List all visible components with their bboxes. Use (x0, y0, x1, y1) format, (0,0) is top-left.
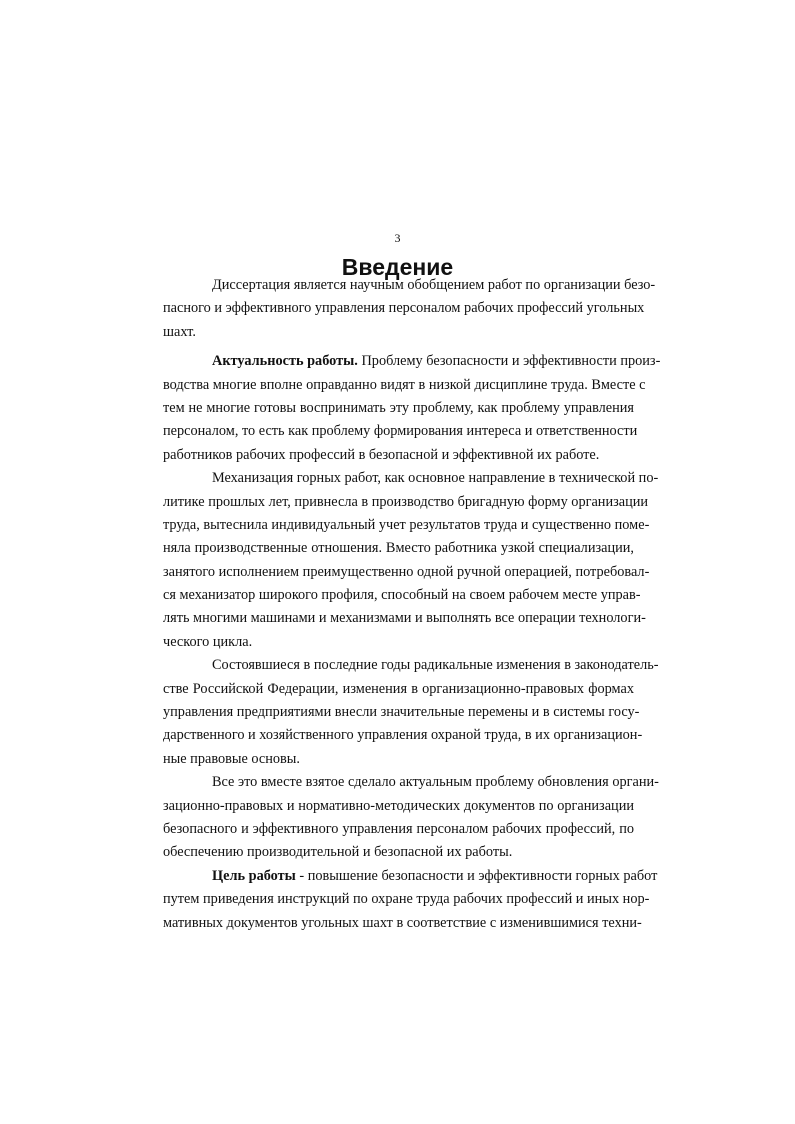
text-line: Диссертация является научным обобщением работ по организации безо- (212, 277, 656, 293)
text-line: тем не многие готовы воспринимать эту проблему, как проблему управления (163, 399, 634, 416)
text-line: Все это вместе взятое сделало актуальным проблему обновления органи- (212, 774, 659, 791)
text-line: путем приведения инструкций по охране труда рабочих профессий и иных нор- (163, 891, 650, 908)
text-line: мативных документов угольных шахт в соответствие с изменившимися техни- (163, 914, 642, 931)
text-line: занятого исполнением преимущественно одной ручной операцией, потребовал- (163, 563, 650, 580)
text-line: ся механизатор широкого профиля, способный на своем рабочем месте управ- (163, 587, 641, 604)
text-line: безопасного и эффективного управления персоналом рабочих профессий, по (163, 820, 634, 837)
paragraph-lead: Цель работы (212, 867, 296, 884)
paragraph-legislation (163, 654, 659, 771)
paragraph-intro (163, 274, 656, 344)
text-line: водства многие вполне оправданно видят в низкой дисциплине труда. Вместе с (163, 376, 646, 393)
text-line: шахт. (163, 323, 196, 340)
page-number: 3 (394, 231, 401, 245)
paragraph-goal (163, 865, 658, 935)
text-line: ческого цикла. (163, 633, 253, 650)
document-body (163, 274, 661, 935)
text-line: Механизация горных работ, как основное направление в технической по- (212, 470, 659, 487)
text-fragment: - повышение безопасности и эффективности горных работ (295, 867, 658, 884)
paragraph-relevance (163, 350, 661, 467)
text-fragment: Проблему безопасности и эффективности произ- (357, 353, 661, 370)
text-line: труда, вытеснила индивидуальный учет результатов труда и существенно поме- (163, 516, 650, 533)
page-title: Введение (341, 254, 454, 280)
text-line: лять многими машинами и механизмами и выполнять все операции технологи- (163, 610, 646, 627)
text-line: управления предприятиями внесли значительные перемены и в системы госу- (163, 704, 640, 721)
text-line: Состоявшиеся в последние годы радикальные изменения в законодатель- (212, 657, 659, 674)
text-line: персоналом, то есть как проблему формирования интереса и ответственности (163, 423, 638, 440)
text-line: ные правовые основы. (163, 750, 300, 767)
paragraph-summary (163, 771, 659, 865)
text-line (163, 350, 661, 373)
text-line: обеспечению производительной и безопасной их работы. (163, 844, 513, 861)
text-line: дарственного и хозяйственного управления охраной труда, в их организацион- (163, 727, 643, 744)
text-line: работников рабочих профессий в безопасной и эффективной их работе. (163, 446, 600, 463)
text-line: стве Российской Федерации, изменения в организационно-правовых формах (163, 680, 634, 697)
text-line: зационно-правовых и нормативно-методических документов по организации (163, 797, 634, 814)
text-line: литике прошлых лет, привнесла в производство бригадную форму организации (163, 493, 649, 510)
text-line: пасного и эффективного управления персоналом рабочих профессий угольных (163, 300, 645, 317)
text-line: няла производственные отношения. Вместо работника узкой специализации, (163, 540, 634, 557)
text-line (163, 865, 658, 888)
paragraph-mechanization (163, 467, 659, 654)
paragraph-lead: Актуальность работы. (212, 353, 358, 370)
